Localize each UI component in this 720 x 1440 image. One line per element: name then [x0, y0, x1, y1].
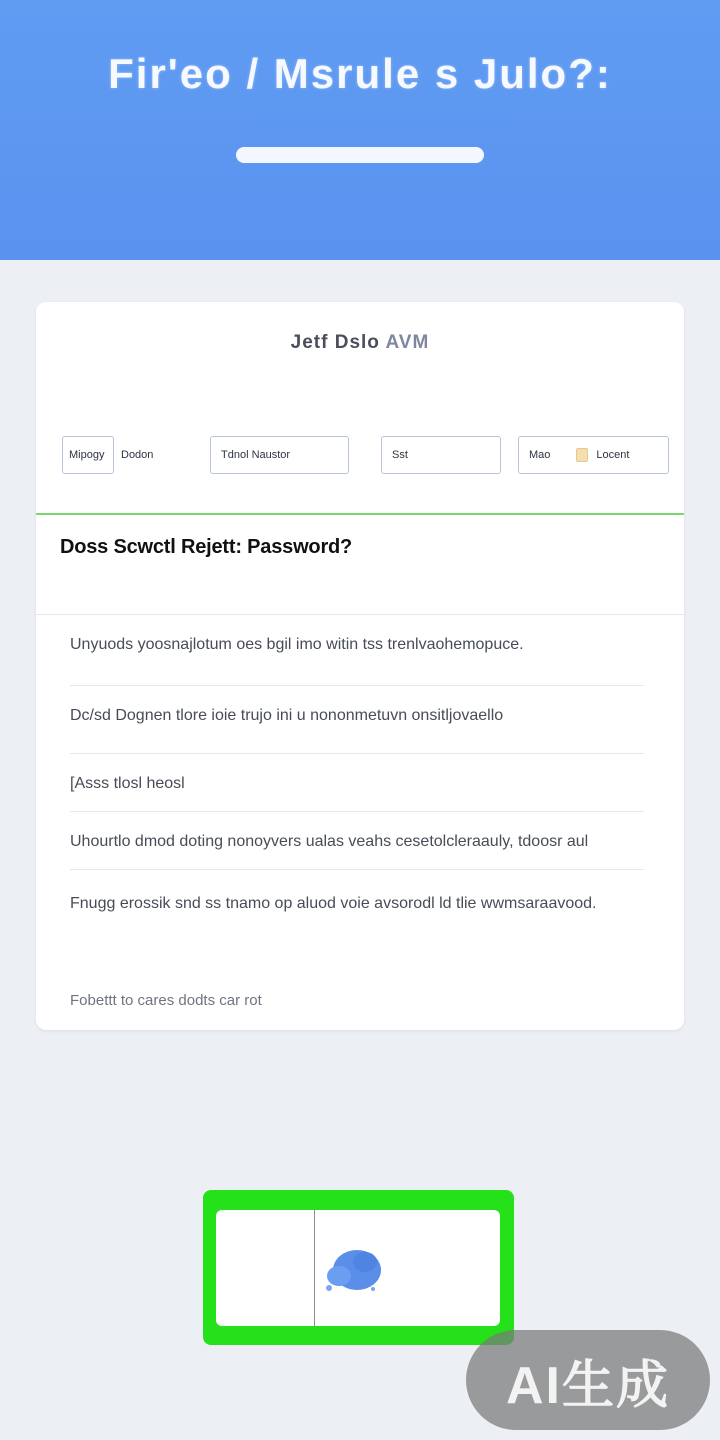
- list-item: Uhourtlo dmod doting nonoyvers ualas veahs cesetolcleraauly, tdoosr aul: [70, 812, 644, 870]
- watermark-text: AI生成: [505, 1356, 670, 1415]
- list-item: Unyuods yoosnajlotum oes bgil imo witin tss trenlvaohemopuce.: [70, 618, 644, 686]
- main-card: [36, 302, 684, 1030]
- inner-panel[interactable]: [216, 1210, 500, 1326]
- section-divider: [36, 513, 684, 515]
- watermark-badge: [466, 1330, 710, 1430]
- section-separator: [36, 614, 684, 615]
- filter-option-locent-label: Locent: [596, 449, 630, 461]
- filter-input-tdnol[interactable]: [210, 436, 349, 474]
- highlighted-component[interactable]: [203, 1190, 514, 1345]
- header-search-bar[interactable]: [236, 147, 484, 163]
- filter-box-mipogy-label: Mipogy: [69, 449, 105, 461]
- card-title-suffix: AVM: [385, 332, 430, 353]
- filter-row: [36, 436, 684, 478]
- filter-input-tdnol-label: Tdnol Naustor: [221, 449, 291, 461]
- list-item: Dc/sd Dognen tlore ioie trujo ini u nononmetuvn onsitljovaello: [70, 686, 644, 754]
- header-title: Fir'eo / Msrule s Julo?:: [108, 50, 612, 97]
- blue-blob-icon: [317, 1244, 383, 1296]
- filter-label-dodon: [121, 436, 191, 474]
- vertical-divider: [314, 1210, 315, 1326]
- footnote: Fobettt to cares dodts car rot: [70, 992, 262, 1009]
- filter-input-sst-label: Sst: [392, 449, 408, 461]
- card-title-main: Jetf Dslo: [290, 332, 380, 353]
- checkbox-icon[interactable]: [576, 448, 588, 462]
- filter-label-dodon-text: Dodon: [121, 449, 154, 461]
- list-item: Fnugg erossik snd ss tnamo op aluod voie avsorodl ld tlie wwmsaraavood.: [70, 895, 597, 912]
- header-banner: [0, 0, 720, 260]
- filter-option-mao-label: Mao: [529, 449, 551, 461]
- filter-option-locent[interactable]: [518, 436, 669, 474]
- section-title: Doss Scwctl Rejett: Password?: [60, 536, 353, 558]
- filter-box-mipogy[interactable]: [62, 436, 114, 474]
- filter-input-sst[interactable]: [381, 436, 501, 474]
- rules-list: [70, 618, 644, 938]
- card-title: [36, 332, 684, 354]
- list-item: [Asss tlosl heosl: [70, 754, 644, 812]
